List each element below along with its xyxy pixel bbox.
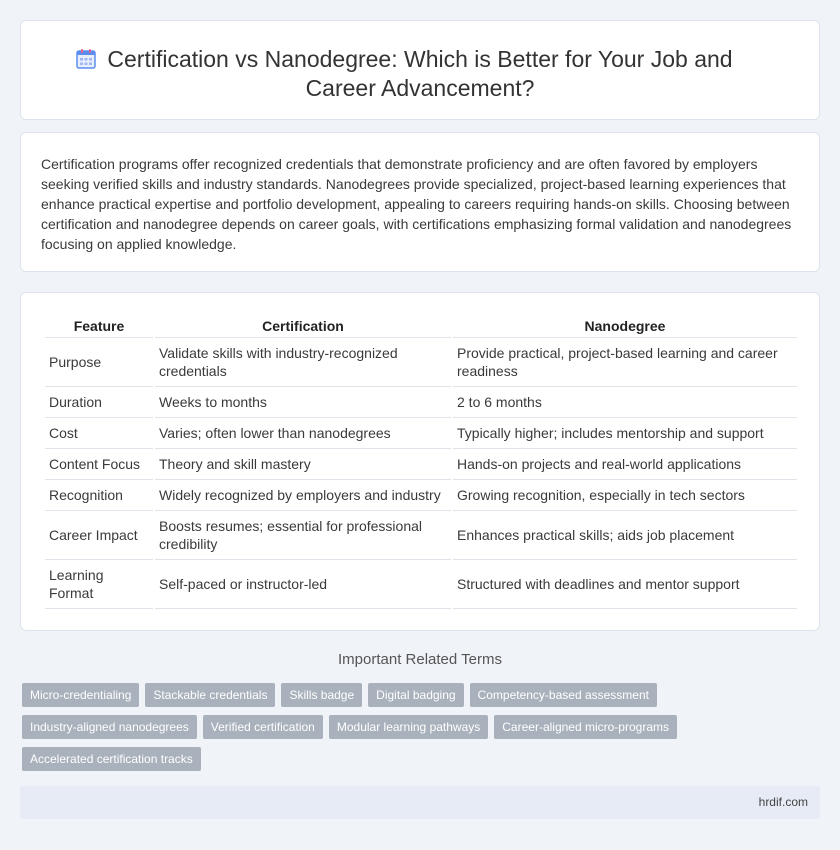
tag[interactable]: Competency-based assessment [470, 683, 657, 707]
table-row [45, 511, 797, 560]
tag[interactable]: Digital badging [368, 683, 463, 707]
comparison-table [43, 315, 799, 609]
footer-bar [20, 786, 820, 819]
tag[interactable]: Verified certification [203, 715, 323, 739]
related-terms-title: Important Related Terms [338, 651, 502, 668]
tag[interactable]: Industry-aligned nanodegrees [22, 715, 197, 739]
header-card [20, 20, 820, 120]
feature-cell: Recognition [45, 480, 153, 511]
intro-paragraph: Certification programs offer recognized credentials that demonstrate proficiency and are often favored by employers seeking verified skills and industry standards. Nanodegrees provide specialized, project-based learning experiences that enhance practical expertise and portfolio development, appealing to careers requiring hands-on skills. Choosing between certification and nanodegree depends on career goals, with certifications emphasizing formal validation and nanodegrees focusing on applied knowledge. [41, 156, 792, 252]
nanodegree-cell: Enhances practical skills; aids job placement [453, 511, 797, 560]
table-row [45, 338, 797, 387]
footer-site-link[interactable]: hrdif.com [758, 795, 808, 809]
header-nanodegree: Nanodegree [453, 315, 797, 338]
table-header-row [45, 315, 797, 338]
table-row [45, 387, 797, 418]
table-row [45, 480, 797, 511]
feature-cell: Content Focus [45, 449, 153, 480]
title-wrap [21, 45, 819, 103]
nanodegree-cell: Typically higher; includes mentorship and support [453, 418, 797, 449]
page-title: Certification vs Nanodegree: Which is Better for Your Job and Career Advancement? [107, 46, 733, 101]
feature-cell: Career Impact [45, 511, 153, 560]
feature-cell: Purpose [45, 338, 153, 387]
calendar-grid-icon [75, 48, 97, 70]
certification-cell: Varies; often lower than nanodegrees [155, 418, 451, 449]
related-terms-tags [22, 683, 802, 771]
tag[interactable]: Micro-credentialing [22, 683, 139, 707]
nanodegree-cell: Growing recognition, especially in tech sectors [453, 480, 797, 511]
feature-cell: Learning Format [45, 560, 153, 609]
table-row [45, 418, 797, 449]
tag[interactable]: Modular learning pathways [329, 715, 488, 739]
table-row [45, 560, 797, 609]
certification-cell: Theory and skill mastery [155, 449, 451, 480]
certification-cell: Boosts resumes; essential for professional credibility [155, 511, 451, 560]
intro-card [20, 132, 820, 272]
header-feature: Feature [45, 315, 153, 338]
nanodegree-cell: Structured with deadlines and mentor support [453, 560, 797, 609]
nanodegree-cell: Hands-on projects and real-world applications [453, 449, 797, 480]
certification-cell: Validate skills with industry-recognized credentials [155, 338, 451, 387]
nanodegree-cell: Provide practical, project-based learning and career readiness [453, 338, 797, 387]
tag[interactable]: Accelerated certification tracks [22, 747, 201, 771]
feature-cell: Cost [45, 418, 153, 449]
tag[interactable]: Skills badge [281, 683, 362, 707]
certification-cell: Widely recognized by employers and industry [155, 480, 451, 511]
nanodegree-cell: 2 to 6 months [453, 387, 797, 418]
certification-cell: Weeks to months [155, 387, 451, 418]
tag[interactable]: Career-aligned micro-programs [494, 715, 677, 739]
comparison-card [20, 292, 820, 631]
table-row [45, 449, 797, 480]
feature-cell: Duration [45, 387, 153, 418]
header-certification: Certification [155, 315, 451, 338]
certification-cell: Self-paced or instructor-led [155, 560, 451, 609]
tag[interactable]: Stackable credentials [145, 683, 275, 707]
